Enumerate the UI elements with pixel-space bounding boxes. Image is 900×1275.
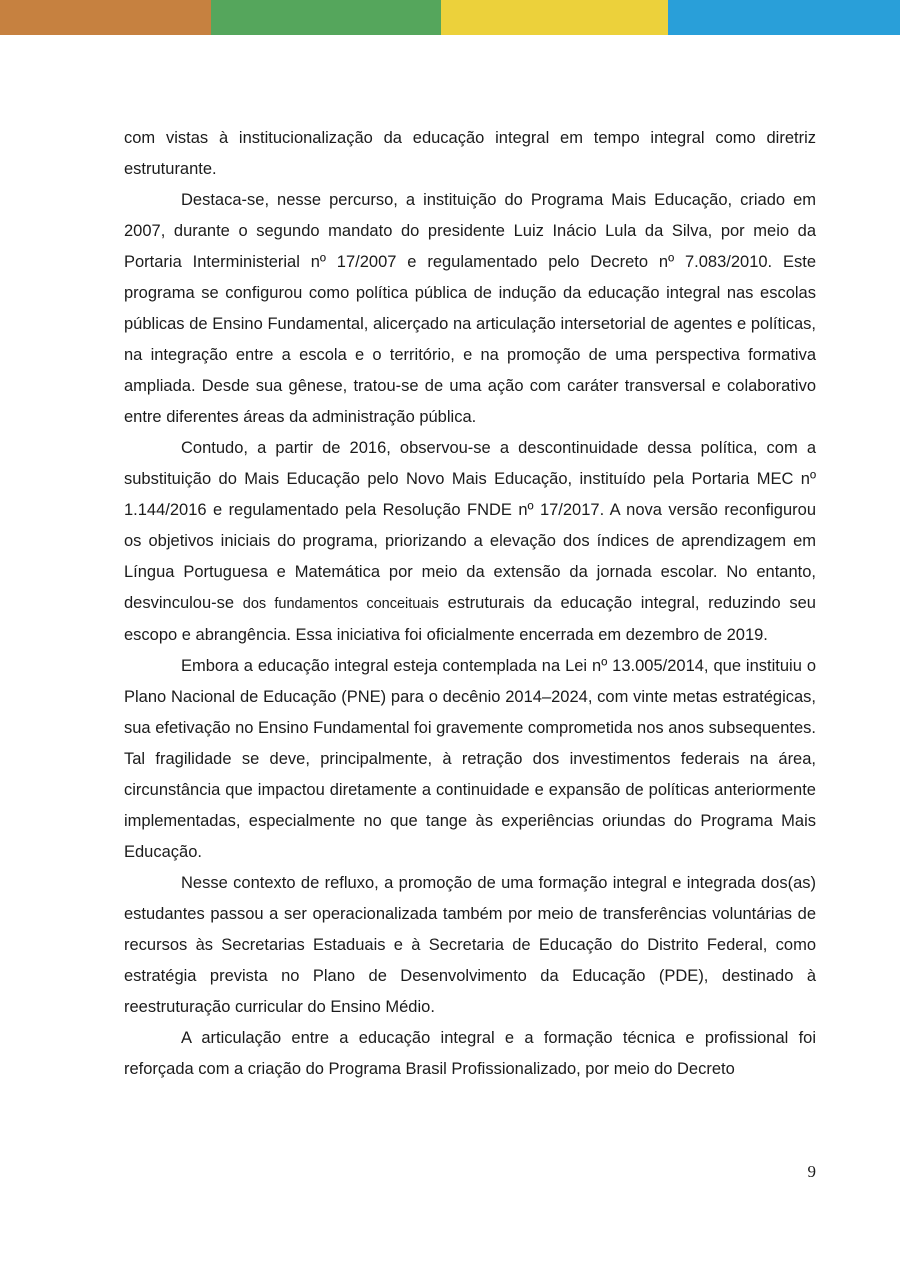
body-text	[124, 123, 816, 1085]
paragraph-text: Destaca-se, nesse percurso, a instituição do Programa Mais Educação, criado em 2007, durante o segundo mandato do presidente Luiz Inácio Lula da Silva, por meio da Portaria Interministerial nº 17/2007 e regulamentado pelo Decreto nº 7.083/2010. Este programa se configurou como política pública de indução da educação integral nas escolas públicas de Ensino Fundamental, alicerçado na articulação intersetorial de agentes e políticas, na integração entre a escola e o território, e na promoção de uma perspectiva formativa ampliada. Desde sua gênese, tratou-se de uma ação com caráter transversal e colaborativo entre diferentes áreas da administração pública.	[124, 191, 816, 426]
paragraph-text: estruturais da educação integral, reduzindo seu escopo e abrangência. Essa iniciativa foi oficialmente encerrada em dezembro de 2019.	[124, 594, 816, 644]
paragraph-continuation	[124, 123, 816, 185]
color-bar-segment-blue	[668, 0, 900, 35]
paragraph-text: Nesse contexto de refluxo, a promoção de uma formação integral e integrada dos(as) estudantes passou a ser operacionalizada também por meio de transferências voluntárias de recursos às Secretarias Estaduais e à Secretaria de Educação do Distrito Federal, como estratégia prevista no Plano de Desenvolvimento da Educação (PDE), destinado à reestruturação curricular do Ensino Médio.	[124, 874, 816, 1016]
paragraph-text: Contudo, a partir de 2016, observou-se a descontinuidade dessa política, com a substituição do Mais Educação pelo Novo Mais Educação, instituído pela Portaria MEC nº 1.144/2016 e regulamentado pela Resolução FNDE nº 17/2017. A nova versão reconfigurou os objetivos iniciais do programa, priorizando a elevação dos índices de aprendizagem em Língua Portuguesa e Matemática por meio da extensão da jornada escolar. No entanto, desvinculou-se	[124, 439, 816, 612]
paragraph-text-small: dos fundamentos conceituais	[242, 596, 439, 612]
paragraph-refluxo	[124, 868, 816, 1023]
decorative-color-bar	[0, 0, 900, 35]
paragraph-novo-mais-educacao	[124, 433, 816, 651]
color-bar-segment-green	[211, 0, 441, 35]
paragraph-mais-educacao	[124, 185, 816, 433]
paragraph-text: Embora a educação integral esteja contemplada na Lei nº 13.005/2014, que instituiu o Plano Nacional de Educação (PNE) para o decênio 2014–2024, com vinte metas estratégicas, sua efetivação no Ensino Fundamental foi gravemente comprometida nos anos subsequentes. Tal fragilidade se deve, principalmente, à retração dos investimentos federais na área, circunstância que impactou diretamente a continuidade e expansão de políticas anteriormente implementadas, especialmente no que tange às experiências oriundas do Programa Mais Educação.	[124, 657, 816, 861]
color-bar-segment-yellow	[441, 0, 668, 35]
paragraph-brasil-profissionalizado	[124, 1023, 816, 1085]
paragraph-pne	[124, 651, 816, 868]
page-number: 9	[807, 1162, 816, 1181]
paragraph-text: A articulação entre a educação integral e a formação técnica e profissional foi reforçada com a criação do Programa Brasil Profissionalizado, por meio do Decreto	[124, 1029, 816, 1078]
color-bar-segment-orange	[0, 0, 211, 35]
paragraph-text: com vistas à institucionalização da educação integral em tempo integral como diretriz estruturante.	[124, 129, 816, 178]
